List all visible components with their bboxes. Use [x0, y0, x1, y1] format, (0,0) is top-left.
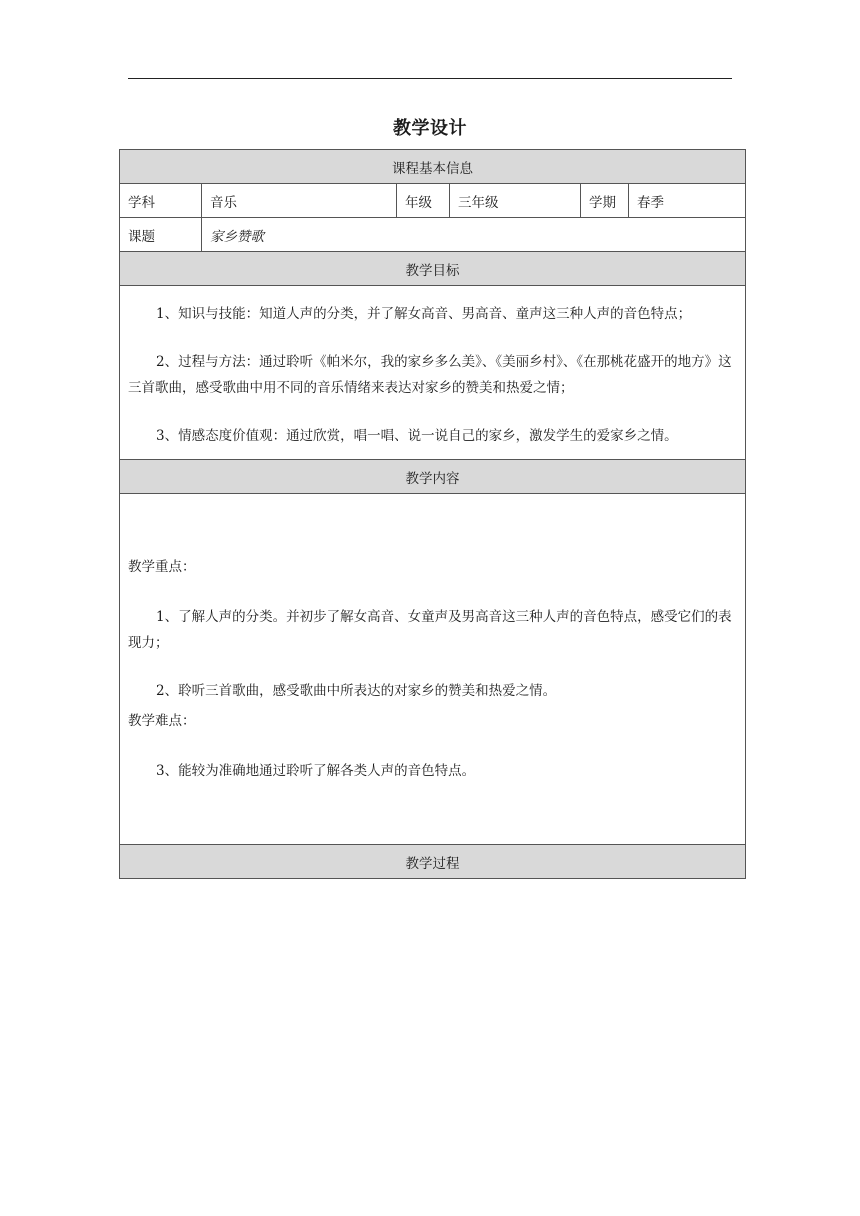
key-point-2: 2、聆听三首歌曲，感受歌曲中所表达的对家乡的赞美和热爱之情。 — [156, 683, 557, 699]
topic-row — [120, 218, 746, 252]
content-header-row — [120, 460, 746, 494]
objectives-header: 教学目标 — [120, 252, 746, 286]
subject-value: 音乐 — [202, 184, 397, 218]
info-row — [120, 184, 746, 218]
content-cell — [120, 494, 746, 845]
objectives-row — [120, 286, 746, 460]
lesson-plan-table — [119, 149, 746, 879]
term-label: 学期 — [581, 184, 629, 218]
objectives-header-row — [120, 252, 746, 286]
topic-value: 家乡赞歌 — [202, 218, 746, 252]
process-header: 教学过程 — [120, 845, 746, 879]
topic-label: 课题 — [120, 218, 202, 252]
objective-2: 2、过程与方法：通过聆听《帕米尔，我的家乡多么美》、《美丽乡村》、《在那桃花盛开的地方》这三首歌曲，感受歌曲中用不同的音乐情绪来表达对家乡的赞美和热爱之情； — [128, 353, 732, 396]
header-rule — [128, 78, 732, 79]
difficulty-1: 3、能较为准确地通过聆听了解各类人声的音色特点。 — [156, 763, 476, 779]
process-header-row — [120, 845, 746, 879]
key-points-label: 教学重点： — [128, 559, 196, 575]
grade-label: 年级 — [397, 184, 450, 218]
key-point-1: 1、了解人声的分类。并初步了解女高音、女童声及男高音这三种人声的音色特点，感受它们的表现力； — [128, 609, 732, 651]
document-title: 教学设计 — [393, 118, 467, 139]
content-row — [120, 494, 746, 845]
subject-label: 学科 — [120, 184, 202, 218]
grade-value: 三年级 — [450, 184, 581, 218]
objective-3: 3、情感态度价值观：通过欣赏，唱一唱、说一说自己的家乡，激发学生的爱家乡之情。 — [156, 427, 678, 444]
content-header: 教学内容 — [120, 460, 746, 494]
objectives-cell — [120, 286, 746, 460]
basic-info-header-row — [120, 150, 746, 184]
term-value: 春季 — [629, 184, 746, 218]
basic-info-header: 课程基本信息 — [120, 150, 746, 184]
objective-1: 1、知识与技能：知道人声的分类，并了解女高音、男高音、童声这三种人声的音色特点； — [156, 305, 692, 322]
difficulty-label: 教学难点： — [128, 713, 196, 729]
